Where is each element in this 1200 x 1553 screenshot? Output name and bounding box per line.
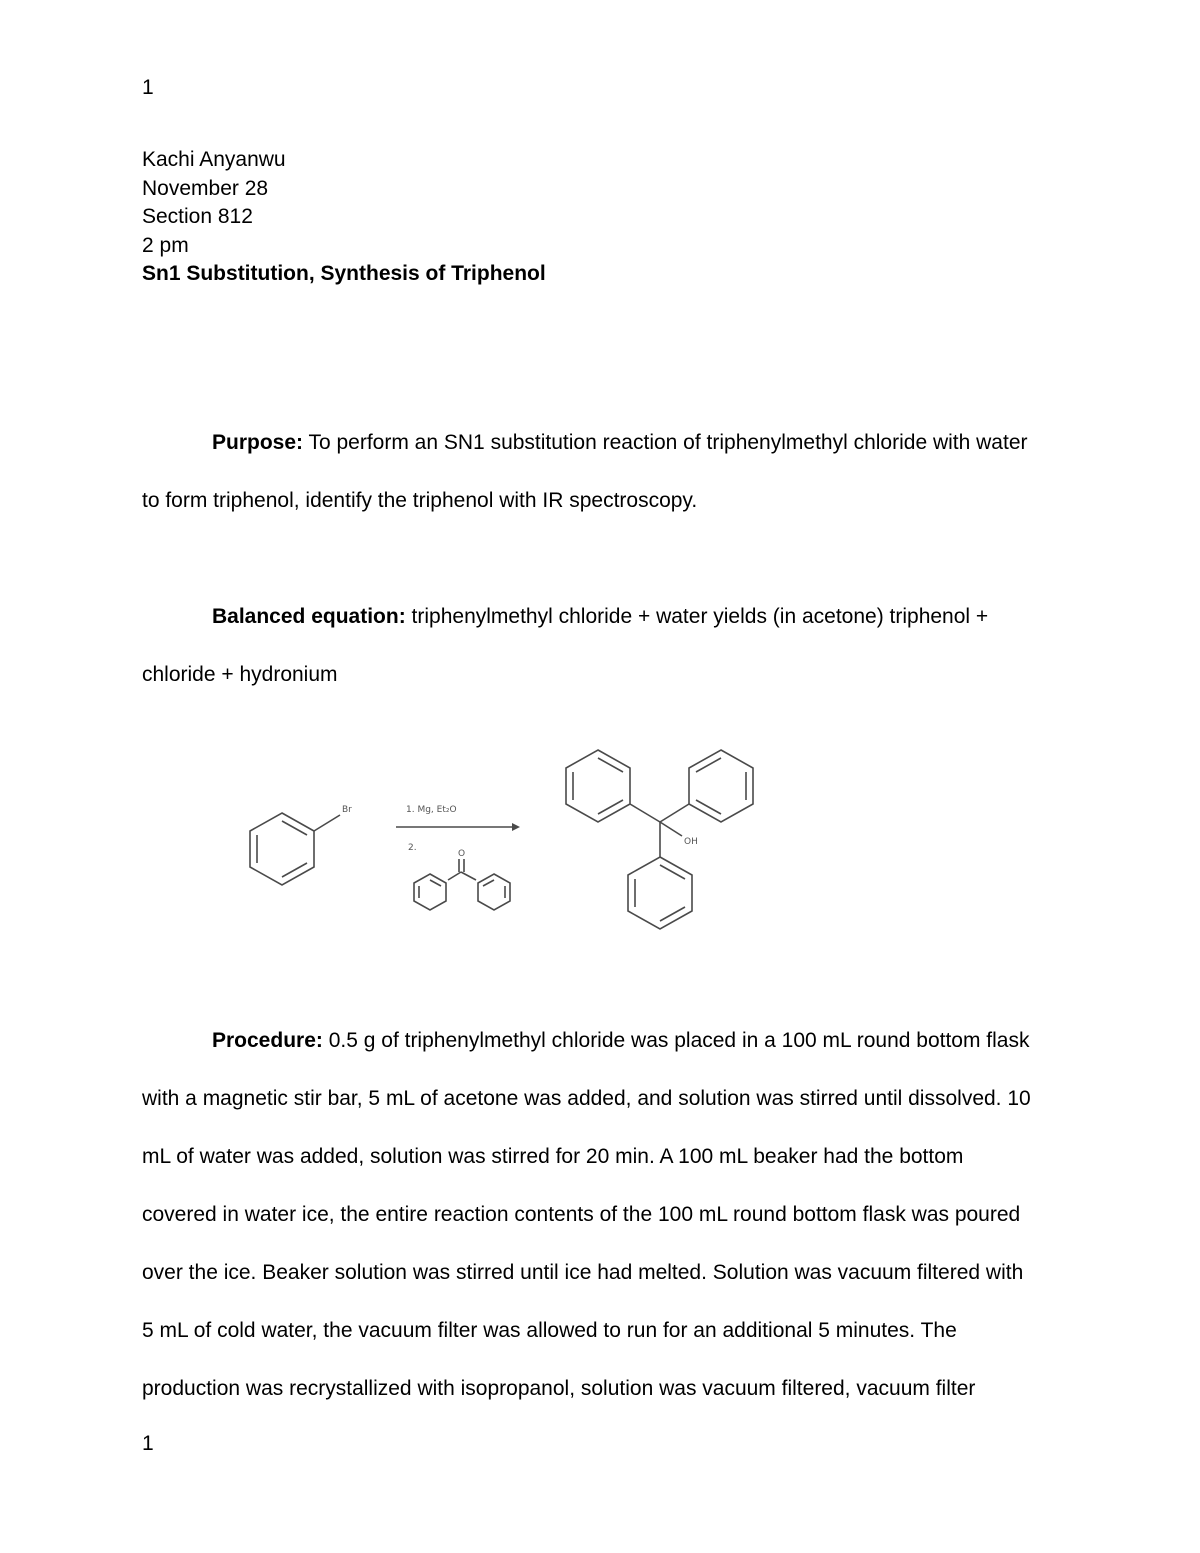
balanced-equation-paragraph	[142, 588, 1072, 704]
purpose-text-line1: To perform an SN1 substitution reaction of triphenylmethyl chloride with water	[308, 431, 1028, 454]
triphenylmethanol-structure	[566, 750, 753, 929]
reaction-scheme	[240, 740, 780, 940]
header-page-number: 1	[142, 76, 154, 99]
benzophenone-structure	[414, 849, 510, 910]
procedure-line: over the ice. Beaker solution was stirred until ice had melted. Solution was vacuum filtered with	[142, 1261, 1024, 1284]
report-date: November 28	[142, 176, 269, 200]
balanced-equation-label: Balanced equation:	[212, 605, 406, 628]
purpose-paragraph	[142, 414, 1072, 530]
procedure-line: with a magnetic stir bar, 5 mL of acetone was added, and solution was stirred until dissolved. 10	[142, 1087, 1031, 1110]
step2-label: 2.	[408, 843, 417, 853]
procedure-line: production was recrystallized with isopropanol, solution was vacuum filtered, vacuum filter	[142, 1377, 976, 1400]
report-title: Sn1 Substitution, Synthesis of Triphenol	[142, 262, 546, 285]
footer-page-number: 1	[142, 1432, 154, 1455]
bromobenzene-structure	[250, 805, 352, 885]
balanced-equation-line2: chloride + hydronium	[142, 663, 338, 686]
reaction-arrow-icon	[512, 823, 520, 831]
procedure-line: covered in water ice, the entire reaction contents of the 100 mL round bottom flask was poured	[142, 1203, 1021, 1226]
procedure-line: mL of water was added, solution was stirred for 20 min. A 100 mL beaker had the bottom	[142, 1145, 964, 1168]
reaction-conditions	[396, 805, 520, 853]
hydroxyl-label: OH	[684, 837, 698, 847]
header-info	[142, 146, 546, 289]
balanced-equation-line1: triphenylmethyl chloride + water yields (in acetone) triphenol +	[411, 605, 989, 628]
procedure-paragraph	[142, 1012, 1072, 1418]
author-name: Kachi Anyanwu	[142, 148, 286, 171]
session-time: 2 pm	[142, 233, 189, 257]
procedure-line: 0.5 g of triphenylmethyl chloride was placed in a 100 mL round bottom flask	[328, 1029, 1030, 1052]
section-number: Section 812	[142, 205, 253, 228]
carbonyl-oxygen-label: O	[458, 849, 466, 859]
procedure-label: Procedure:	[212, 1029, 323, 1052]
purpose-label: Purpose:	[212, 431, 304, 454]
purpose-text-line2: to form triphenol, identify the triphenol with IR spectroscopy.	[142, 489, 698, 512]
procedure-line: 5 mL of cold water, the vacuum filter was allowed to run for an additional 5 minutes. The	[142, 1319, 957, 1342]
bromine-label: Br	[342, 805, 352, 815]
reaction-scheme-drawing	[240, 740, 780, 940]
step1-reagent: 1. Mg, Et₂O	[406, 805, 457, 815]
